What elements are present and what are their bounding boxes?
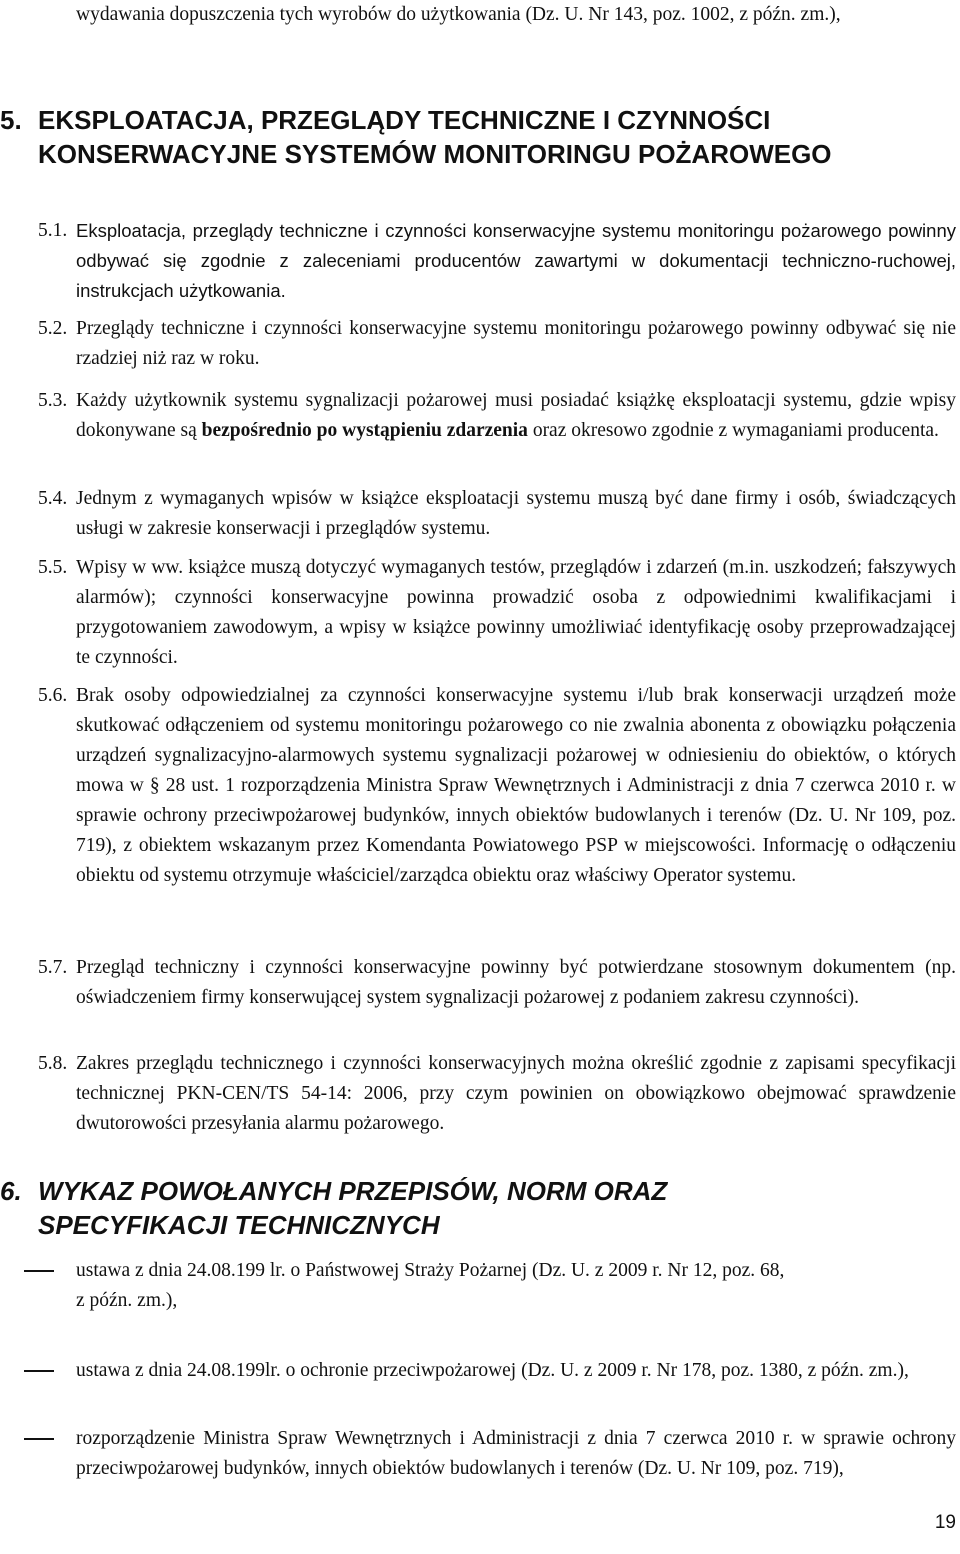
reference-text: ustawa z dnia 24.08.199 lr. o Państwowej Straży Pożarnej (Dz. U. z 2009 r. Nr 12, poz. 68, [76,1260,785,1281]
emphasis-text: bezpośrednio po wystąpieniu zdarzenia [201,420,528,441]
paragraph-5-6 [38,681,956,891]
paragraph-number: 5.5. [38,557,68,578]
paragraph-text-part: Każdy użytkownik systemu sygnalizacji pożarowej musi posiadać książkę eksploatacji systemu, gdzie wpisy dokonywane są [76,390,956,441]
paragraph-5-7 [38,953,956,1013]
reference-list-item [24,1356,956,1386]
reference-text: ustawa z dnia 24.08.199lr. o ochronie przeciwpożarowej (Dz. U. z 2009 r. Nr 178, poz. 1380, z późn. zm.), [76,1360,909,1381]
section-title-line-1: EKSPLOATACJA, PRZEGLĄDY TECHNICZNE I CZYNNOŚCI [38,105,771,135]
reference-list-item [24,1424,956,1484]
page-number: 19 [934,1512,956,1533]
paragraph-text: Przegląd techniczny i czynności konserwacyjne powinny być potwierdzane stosownym dokumentem (np. oświadczeniem firmy konserwującej system sygnalizacji pożarowej z podaniem zakresu czynności). [76,957,956,1008]
paragraph-5-4 [38,484,956,544]
dash-bullet-icon [24,1438,54,1440]
paragraph-number: 5.3. [38,390,68,411]
paragraph-text: Przeglądy techniczne i czynności konserwacyjne systemu monitoringu pożarowego powinny odbywać się nie rzadziej niż raz w roku. [76,318,956,369]
continuation-text: wydawania dopuszczenia tych wyrobów do użytkowania (Dz. U. Nr 143, poz. 1002, z późn. zm.), [76,4,841,25]
paragraph-number: 5.1. [38,220,68,241]
reference-text: rozporządzenie Ministra Spraw Wewnętrznych i Administracji z dnia 7 czerwca 2010 r. w sprawie ochrony przeciwpożarowej budynków, innych obiektów budowlanych i terenów (Dz. U. Nr 109, poz. 719), [76,1428,956,1479]
paragraph-text: Brak osoby odpowiedzialnej za czynności konserwacyjne systemu i/lub brak konserwacji urządzeń może skutkować odłączeniem od systemu monitoringu pożarowego co nie zwalnia abonenta z obowiązku połączenia urządzeń sygnalizacyjno-alarmowych systemu sygnalizacji pożarowej w odniesieniu do obiektów, o których mowa w § 28 ust. 1 rozporządzenia Ministra Spraw Wewnętrznych i Administracji z dnia 7 czerwca 2010 r. w sprawie ochrony przeciwpożarowej budynków, innych obiektów budowlanych i terenów (Dz. U. Nr 109, poz. 719), z obiektem wskazanym przez Komendanta Powiatowego PSP w miejscowości. Informację o odłączeniu obiektu od systemu otrzymuje właściciel/zarządca obiektu oraz właściwy Operator systemu. [76,685,956,886]
paragraph-number: 5.2. [38,318,68,339]
paragraph-number: 5.4. [38,488,68,509]
dash-bullet-icon [24,1270,54,1272]
paragraph-text-part: oraz okresowo zgodnie z wymaganiami producenta. [527,420,939,441]
section-title-line-2: SPECYFIKACJI TECHNICZNYCH [38,1210,440,1240]
paragraph-5-8 [38,1049,956,1139]
paragraph-5-1 [38,216,956,306]
paragraph-text: Zakres przeglądu technicznego i czynności konserwacyjnych można określić zgodnie z zapisami specyfikacji technicznej PKN-CEN/TS 54-14: 2006, przy czym powinien on obowiązkowo obejmować sprawdzenie dwutorowości przesyłania alarmu pożarowego. [76,1053,956,1134]
section-title-line-1: WYKAZ POWOŁANYCH PRZEPISÓW, NORM ORAZ [38,1176,668,1206]
section-number: 6. [0,1176,22,1206]
paragraph-text: Eksploatacja, przeglądy techniczne i czynności konserwacyjne systemu monitoringu pożarowego powinny odbywać się zgodnie z zaleceniami producentów zawartymi w dokumentacji techniczno-ruchowej, instrukcjach użytkowania. [76,220,956,301]
paragraph-5-3 [38,386,956,446]
section-title-line-2: KONSERWACYJNE SYSTEMÓW MONITORINGU POŻAROWEGO [38,139,832,169]
paragraph-text: Wpisy w ww. książce muszą dotyczyć wymaganych testów, przeglądów i zdarzeń (m.in. uszkodzeń; fałszywych alarmów); czynności konserwacyjne powinna prowadzić osoba z odpowiednimi kwalifikacjami i przygotowaniem zawodowym, a wpisy w książce powinny umożliwiać identyfikację osoby przeprowadzającej te czynności. [76,557,956,668]
paragraph-5-5 [38,553,956,673]
dash-bullet-icon [24,1370,54,1372]
reference-text-continuation: z późn. zm.), [76,1290,178,1311]
reference-list-item [24,1256,956,1316]
paragraph-text: Jednym z wymaganych wpisów w książce eksploatacji systemu muszą być dane firmy i osób, świadczących usługi w zakresie konserwacji i przeglądów systemu. [76,488,956,539]
section-number: 5. [0,105,22,135]
paragraph-number: 5.7. [38,957,68,978]
paragraph-5-2 [38,314,956,374]
paragraph-number: 5.8. [38,1053,68,1074]
paragraph-number: 5.6. [38,685,68,706]
paragraph-text [38,386,956,446]
